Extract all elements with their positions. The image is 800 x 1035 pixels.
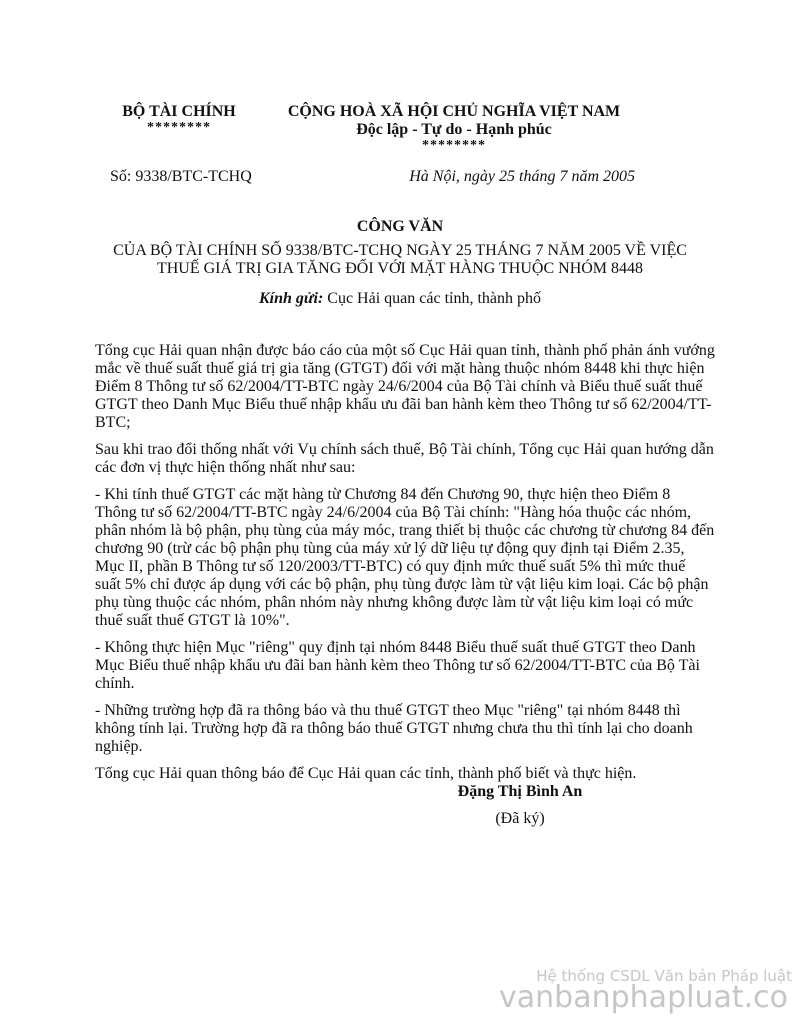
recipient-label: Kính gửi: (259, 290, 324, 307)
body-paragraph: Tổng cục Hải quan thông báo để Cục Hải quan các tỉnh, thành phố biết và thực hiện. (95, 765, 637, 782)
body-paragraph: - Khi tính thuế GTGT các mặt hàng từ Chương 84 đến Chương 90, thực hiện theo Điểm 8 Thông tư số 62/2004/TT-BTC ngày 24/6/2004 của Bộ Tài chính: "Hàng hóa thuộc các nhóm, phân nhóm là bộ phận, phụ tùng của máy móc, trang thiết bị thuộc các chương từ chương 84 đến chương 90 (trừ các bộ phận phụ tùng của máy xử lý dữ liệu tự động quy định tại Điểm 2.35, Mục II, phần B Thông tư số 120/2003/TT-BTC) có quy định mức thuế suất 5% thì mức thuế suất 5% chỉ được áp dụng với các bộ phận, phụ tùng được làm từ vật liệu kim loại. Các bộ phận phụ tùng thuộc các nhóm, phân nhóm này nhưng không được làm từ vật liệu kim loại có mức thuế suất thuế GTGT là 10%". (95, 486, 715, 629)
signature-status: (Đã ký) (495, 810, 545, 827)
country-name: CỘNG HOÀ XÃ HỘI CHỦ NGHĨA VIỆT NAM (287, 103, 621, 120)
ministry-stars: ******** (147, 120, 211, 135)
motto-stars: ******** (422, 138, 486, 153)
document-subject: CỦA BỘ TÀI CHÍNH SỐ 9338/BTC-TCHQ NGÀY 25 THÁNG 7 NĂM 2005 VỀ VIỆC THUẾ GIÁ TRỊ GIA TĂNG ĐỐI VỚI MẶT HÀNG THUỘC NHÓM 8448 (113, 242, 687, 277)
body-paragraph: Sau khi trao đổi thống nhất với Vụ chính sách thuế, Bộ Tài chính, Tổng cục Hải quan hướng dẫn các đơn vị thực hiện thống nhất như sau: (95, 441, 714, 476)
national-title-block (284, 103, 624, 153)
document-number: Số: 9338/BTC-TCHQ (110, 168, 252, 185)
body-paragraph: - Không thực hiện Mục "riêng" quy định tại nhóm 8448 Biểu thuế suất thuế GTGT theo Danh Mục Biểu thuế nhập khẩu ưu đãi ban hành kèm theo Thông tư số 62/2004/TT-BTC của Bộ Tài chính. (95, 639, 700, 692)
recipient-name: Cục Hải quan các tỉnh, thành phố (323, 290, 541, 307)
watermark-caption: Hệ thống CSDL Văn bản Pháp luật (536, 967, 792, 985)
document-body (95, 342, 715, 792)
national-motto: Độc lập - Tự do - Hạnh phúc (356, 121, 552, 138)
issuing-authority-block (100, 103, 258, 135)
body-paragraph: - Những trường hợp đã ra thông báo và thu thuế GTGT theo Mục "riêng" tại nhóm 8448 thì không tính lại. Trường hợp đã ra thông báo thuế GTGT nhưng chưa thu thì tính lại cho doanh nghiệp. (95, 702, 693, 755)
document-type: CÔNG VĂN (356, 218, 444, 235)
signer-name: Đặng Thị Bình An (457, 783, 583, 800)
recipient-line (0, 290, 800, 308)
place-and-date: Hà Nội, ngày 25 tháng 7 năm 2005 (409, 168, 635, 185)
watermark-site: vanbanphapluat.co (499, 980, 788, 1015)
ministry-name: BỘ TÀI CHÍNH (122, 103, 236, 120)
body-paragraph: Tổng cục Hải quan nhận được báo cáo của một số Cục Hải quan tỉnh, thành phố phản ánh vướng mắc về thuế suất thuế giá trị gia tăng (GTGT) đối với mặt hàng thuộc nhóm 8448 khi thực hiện Điểm 8 Thông tư số 62/2004/TT-BTC ngày 24/6/2004 của Bộ Tài chính và Biểu thuế suất thuế GTGT theo Danh Mục Biểu thuế nhập khẩu ưu đãi ban hành kèm theo Thông tư số 62/2004/TT-BTC; (95, 342, 715, 431)
